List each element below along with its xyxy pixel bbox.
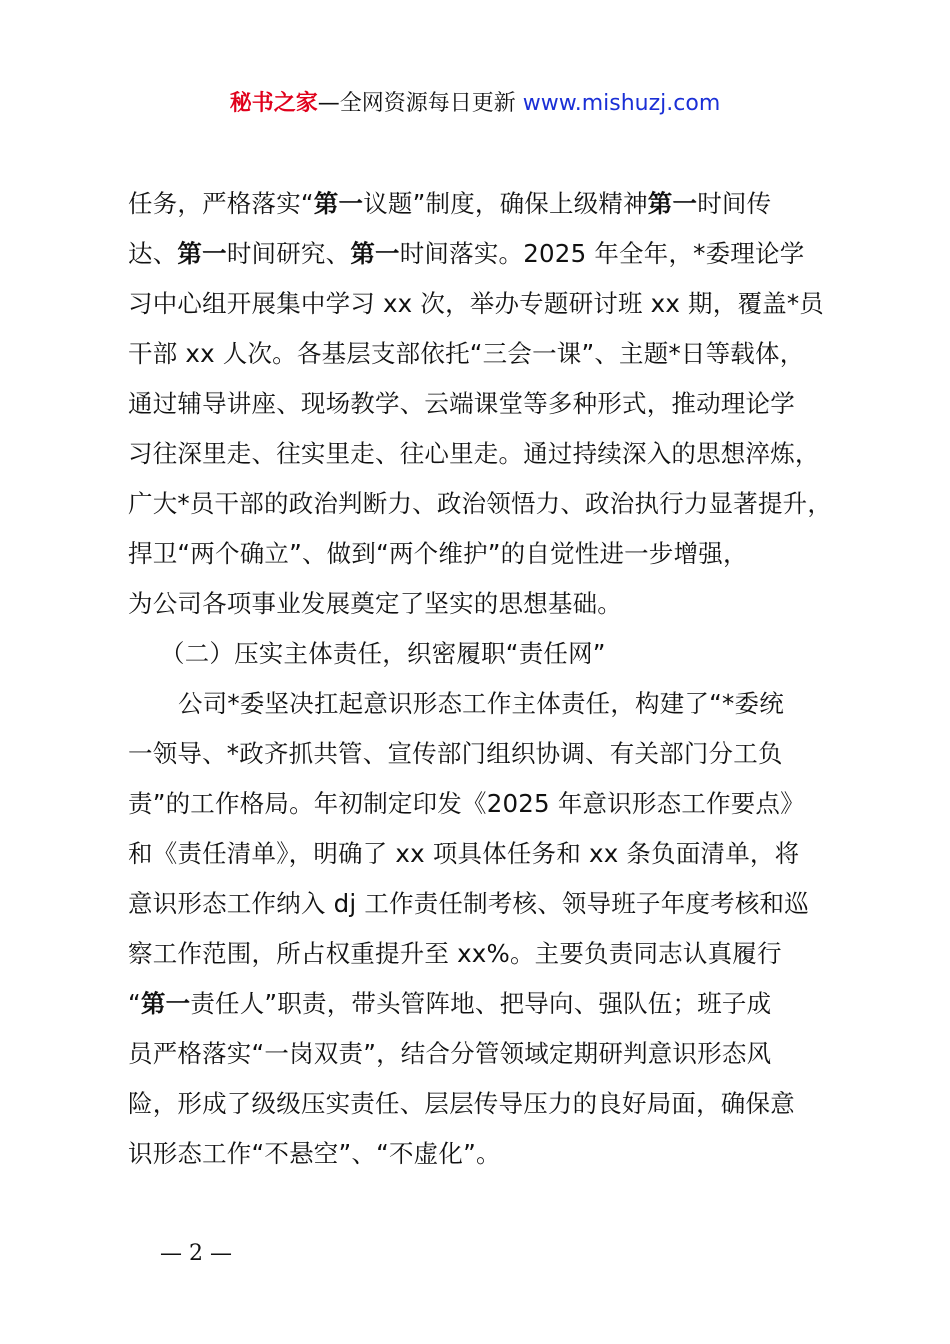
paragraph-line: 通过辅导讲座、现场教学、云端课堂等多种形式，推动理论学 (128, 389, 795, 418)
paragraph-line: 广大*员干部的政治判断力、政治领悟力、政治执行力显著提升， (128, 489, 833, 518)
emphasis-text: 第一 (350, 239, 400, 268)
paragraph-line: 干部 xx 人次。各基层支部依托“三会一课”、主题*日等载体， (128, 339, 805, 368)
page-number: — 2 — (160, 1241, 232, 1266)
text-segment: 时间研究、 (226, 239, 351, 268)
paragraph-line (128, 987, 771, 1021)
paragraph-line: 公司*委坚决扛起意识形态工作主体责任，构建了“*委统 (178, 689, 784, 718)
emphasis-text: 第一 (140, 989, 191, 1018)
emphasis-text: 第一 (177, 239, 227, 268)
paragraph-line: 察工作范围，所占权重提升至 xx%。主要负责同志认真履行 (128, 939, 782, 968)
site-brand: 秘书之家 (229, 91, 318, 116)
text-segment: 议题”制度，确保上级精神 (363, 189, 648, 218)
emphasis-text: 第一 (313, 189, 364, 218)
text-segment: 时间落实。2025 年全年，*委理论学 (399, 239, 805, 268)
paragraph-line (128, 237, 804, 271)
paragraph-line: 员严格落实“一岗双责”，结合分管领域定期研判意识形态风 (128, 1039, 772, 1068)
paragraph-line: 捍卫“两个确立”、做到“两个维护”的自觉性进一步增强， (128, 539, 748, 568)
paragraph-line: 识形态工作“不悬空”、“不虚化”。 (128, 1139, 501, 1168)
text-segment: 责任人”职责，带头管阵地、把导向、强队伍；班子成 (190, 989, 772, 1018)
paragraph-line: 为公司各项事业发展奠定了坚实的思想基础。 (128, 589, 622, 618)
text-segment: “ (128, 989, 141, 1018)
paragraph-line: 习往深里走、往实里走、往心里走。通过持续深入的思想淬炼， (128, 439, 820, 468)
site-tagline: —全网资源每日更新 (317, 91, 516, 116)
paragraph-line: 和《责任清单》，明确了 xx 项具体任务和 xx 条负面清单，将 (128, 839, 800, 868)
section-heading: （二）压实主体责任，织密履职“责任网” (160, 639, 606, 668)
text-segment: 时间传 (697, 189, 772, 218)
text-segment: 达、 (128, 239, 178, 268)
paragraph-line: 一领导、*政齐抓共管、宣传部门组织协调、有关部门分工负 (128, 739, 783, 768)
text-segment: 任务，严格落实“ (128, 189, 314, 218)
paragraph-line: 意识形态工作纳入 dj 工作责任制考核、领导班子年度考核和巡 (128, 889, 809, 918)
paragraph-line: 习中心组开展集中学习 xx 次，举办专题研讨班 xx 期，覆盖*员 (128, 289, 824, 318)
paragraph-line: 责”的工作格局。年初制定印发《2025 年意识形态工作要点》 (128, 789, 805, 818)
site-url-link[interactable]: www.mishuzj.com (522, 91, 721, 116)
paragraph-line: 险，形成了级级压实责任、层层传导压力的良好局面，确保意 (128, 1089, 795, 1118)
emphasis-text: 第一 (647, 189, 698, 218)
site-header (0, 88, 950, 120)
paragraph-line (128, 187, 771, 221)
